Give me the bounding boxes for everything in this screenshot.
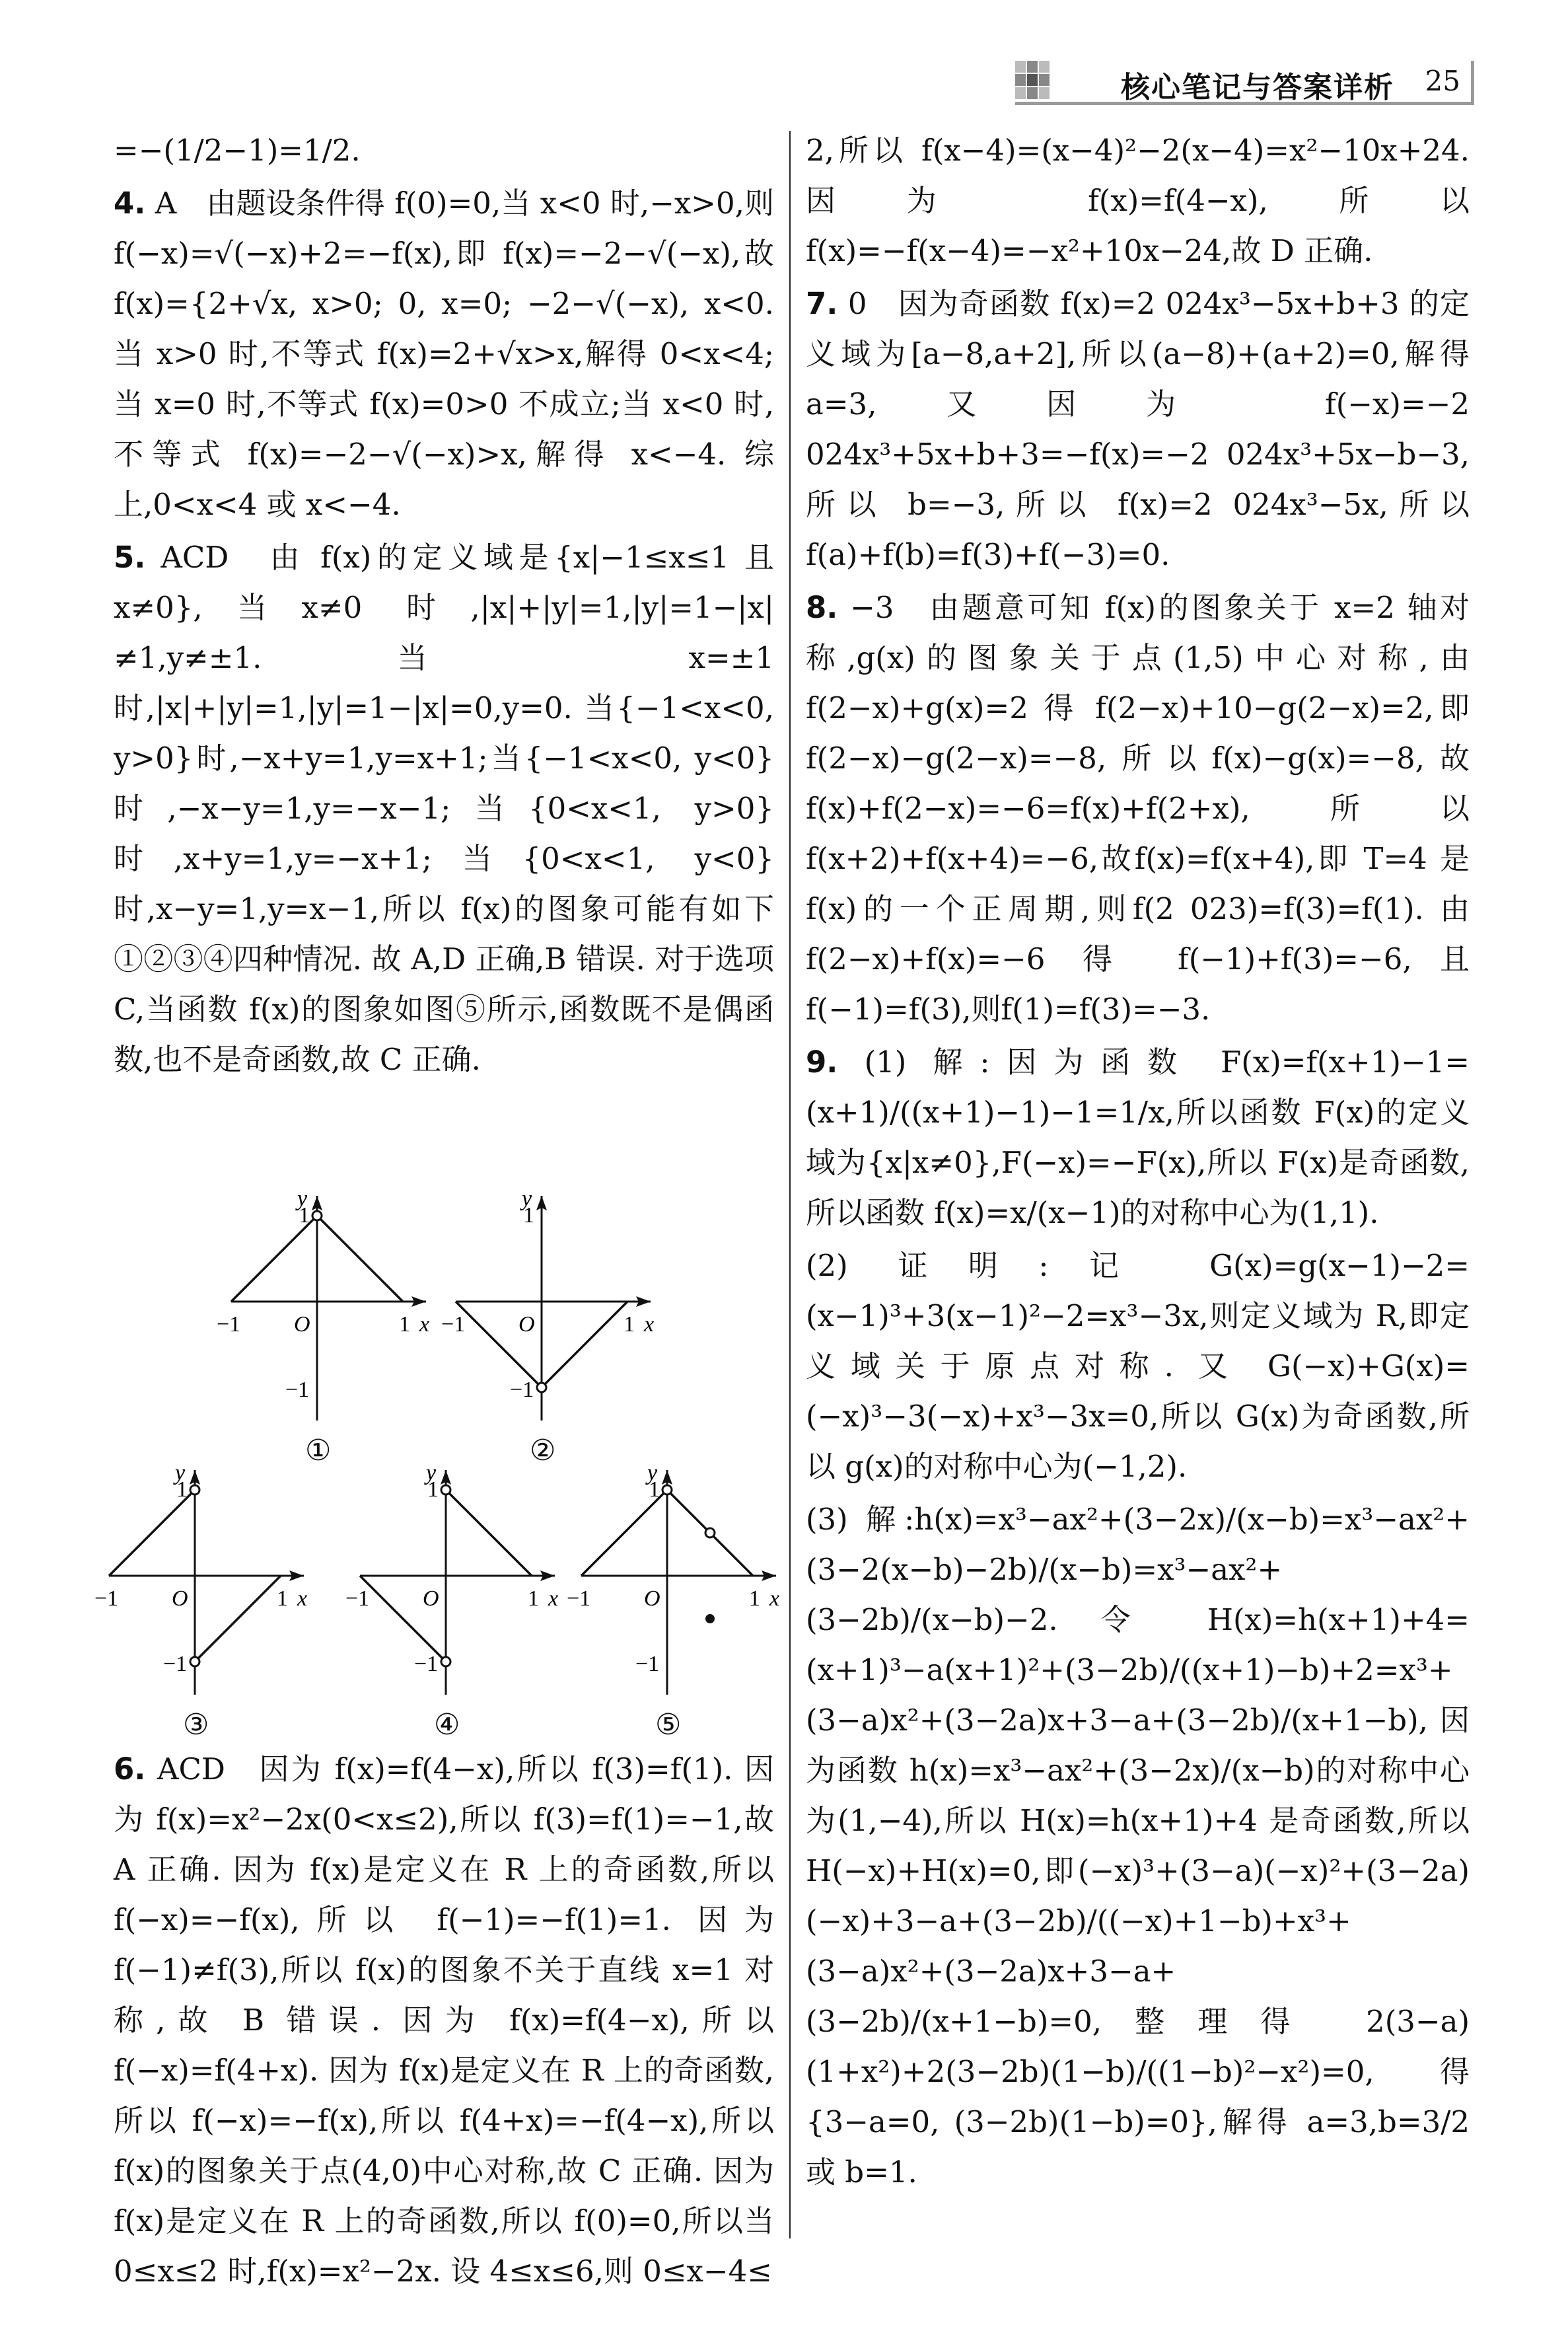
- open-point: [705, 1528, 715, 1537]
- answer-paragraph: [114, 1744, 774, 2297]
- axis-label-neg_one: −1: [414, 1652, 439, 1676]
- right-column: [806, 126, 1470, 2200]
- axis-label-origin: O: [644, 1586, 660, 1611]
- question-number: 4.: [114, 186, 146, 221]
- column-divider: [789, 131, 791, 2238]
- answer-paragraph: [114, 533, 774, 1085]
- figure-caption: ②: [530, 1434, 556, 1467]
- axis-label-one: 1: [277, 1586, 288, 1611]
- answer-paragraph: [806, 1037, 1470, 1238]
- graph-segment: [109, 1490, 195, 1576]
- function-graph: [567, 1461, 780, 1681]
- axis-label-one: 1: [176, 1477, 188, 1502]
- answer-paragraph: [806, 1241, 1470, 1492]
- axis-label-y: y: [647, 1461, 658, 1485]
- axis-label-origin: O: [423, 1586, 439, 1611]
- axis-label-one: 1: [523, 1203, 534, 1228]
- left-column-bottom: [114, 1744, 774, 2299]
- closed-point: [705, 1614, 715, 1623]
- function-graph: [441, 1187, 655, 1407]
- open-point: [190, 1657, 199, 1666]
- axis-label-x: x: [297, 1586, 308, 1611]
- page-header: [1015, 61, 1474, 105]
- axis-label-one: 1: [399, 1312, 410, 1337]
- axis-label-x: x: [644, 1312, 655, 1337]
- axis-label-x: x: [769, 1586, 780, 1611]
- open-point: [662, 1485, 672, 1495]
- open-point: [537, 1383, 546, 1392]
- function-graph: [94, 1461, 308, 1681]
- axis-label-origin: O: [172, 1586, 188, 1611]
- answer-paragraph: [806, 1495, 1470, 2197]
- axis-label-neg_one: −1: [635, 1652, 660, 1676]
- answer-text: 0 因为奇函数 f(x)=2 024x³−5x+b+3 的定义域为[a−8,a+2],所以(a−8)+(a+2)=0,解得 a=3,又因为 f(−x)=−2 024x³+5x+b+3=−f(x)=−2 024x³+5x−b−3,所以 b=−3,所以 f(x)=2 024x³−5x,所以 f(a)+f(b)=f(3)+f(−3)=0.: [806, 286, 1470, 572]
- question-number: 6.: [114, 1752, 146, 1787]
- graph-segment: [317, 1216, 403, 1302]
- left-column-top: [114, 126, 774, 1088]
- axis-label-neg_one: −1: [345, 1586, 370, 1611]
- page-number: 25: [1425, 65, 1460, 97]
- header-title: 核心笔记与答案详析: [1121, 71, 1394, 104]
- axis-label-y: y: [426, 1461, 437, 1485]
- axis-label-origin: O: [294, 1312, 310, 1337]
- question-number: 8.: [806, 590, 838, 625]
- axis-label-one: 1: [299, 1203, 310, 1228]
- answer-text: ACD 由 f(x)的定义域是{x|−1≤x≤1 且 x≠0},当x≠0 时,|x|+|y|=1,|y|=1−|x|≠1,y≠±1. 当 x=±1 时,|x|+|y|=1,|y|=1−|x|=0,y=0. 当{−1<x<0, y>0}时,−x+y=1,y=x+1;当{−1<x<0, y<0}时,−x−y=1,y=−x−1;当{0<x<1, y>0}时,x+y=1,y=−x+1;当{0<x<1, y<0}时,x−y=1,y=x−1,所以 f(x)的图象可能有如下①②③④四种情况. 故 A,D 正确,B 错误. 对于选项 C,当函数 f(x)的图象如图⑤所示,函数既不是偶函数,也不是奇函数,故 C 正确.: [114, 540, 774, 1077]
- graph-segment: [581, 1490, 667, 1576]
- question-number: 5.: [114, 540, 146, 575]
- answer-paragraph: =−(1/2−1)=1/2.: [114, 133, 361, 168]
- axis-label-neg_one: −1: [285, 1378, 310, 1402]
- function-graph: [345, 1461, 559, 1681]
- header-logo-icon: [1015, 61, 1051, 100]
- axis-label-neg_one: −1: [94, 1586, 119, 1611]
- answer-text: (1) 解:因为函数 F(x)=f(x+1)−1=(x+1)/((x+1)−1)−1=1/x,所以函数 F(x)的定义域为{x|x≠0},F(−x)=−F(x),所以 F(x)是奇函数,所以函数 f(x)=x/(x−1)的对称中心为(1,1).: [806, 1045, 1470, 1230]
- answer-text: A 由题设条件得 f(0)=0,当 x<0 时,−x>0,则 f(−x)=√(−x)+2=−f(x),即 f(x)=−2−√(−x),故 f(x)={2+√x, x>0; 0, x=0; −2−√(−x), x<0. 当 x>0 时,不等式 f(x)=2+√x>x,解得 0<x<4;当 x=0 时,不等式 f(x)=0>0 不成立;当 x<0 时,不等式 f(x)=−2−√(−x)>x,解得 x<−4. 综上,0<x<4 或 x<−4.: [114, 186, 774, 522]
- axis-label-one: 1: [749, 1586, 760, 1611]
- open-point: [312, 1211, 322, 1220]
- graph-segment: [231, 1216, 317, 1302]
- axis-label-y: y: [297, 1187, 308, 1211]
- axis-label-neg_one: −1: [567, 1586, 591, 1611]
- figure-caption: ④: [434, 1708, 460, 1742]
- graph-segment: [446, 1490, 532, 1576]
- axis-label-x: x: [419, 1312, 430, 1337]
- axis-label-y: y: [522, 1187, 532, 1211]
- open-point: [190, 1485, 199, 1495]
- open-point: [441, 1485, 450, 1495]
- figure-caption: ③: [183, 1708, 209, 1742]
- axis-label-origin: O: [518, 1312, 535, 1337]
- axis-label-neg_one: −1: [217, 1312, 241, 1337]
- axis-label-y: y: [175, 1461, 186, 1485]
- open-point: [441, 1657, 450, 1666]
- axis-label-neg_one: −1: [163, 1652, 188, 1676]
- axis-label-one: 1: [649, 1477, 660, 1502]
- answer-paragraph: [806, 583, 1470, 1035]
- graph-segment: [542, 1302, 627, 1387]
- answer-paragraph: [114, 178, 774, 530]
- graph-segment: [195, 1576, 281, 1662]
- answer-text: −3 由题意可知 f(x)的图象关于 x=2 轴对称,g(x)的图象关于点(1,5)中心对称,由 f(2−x)+g(x)=2 得 f(2−x)+10−g(2−x)=2,即 f(2−x)−g(2−x)=−8,所以f(x)−g(x)=−8,故 f(x)+f(2−x)=−6=f(x)+f(2+x),所以 f(x+2)+f(x+4)=−6,故f(x)=f(x+4),即 T=4 是 f(x)的一个正周期,则f(2 023)=f(3)=f(1). 由 f(2−x)+f(x)=−6 得 f(−1)+f(3)=−6,且 f(−1)=f(3),则f(1)=f(3)=−3.: [806, 590, 1470, 1027]
- axis-label-one: 1: [427, 1477, 439, 1502]
- question-number: 7.: [806, 286, 838, 321]
- axis-label-neg_one: −1: [441, 1312, 466, 1337]
- answer-paragraph: [806, 279, 1470, 580]
- figure-caption: ⑤: [655, 1708, 682, 1742]
- axis-label-x: x: [548, 1586, 559, 1611]
- answer-text: (2) 证明:记 G(x)=g(x−1)−2=(x−1)³+3(x−1)²−2=x³−3x,则定义域为 R,即定义域关于原点对称. 又 G(−x)+G(x)=(−x)³−3(−x)+x³−3x=0,所以 G(x)为奇函数,所以 g(x)的对称中心为(−1,2).: [806, 1248, 1470, 1484]
- answer-text: (3) 解:h(x)=x³−ax²+(3−2x)/(x−b)=x³−ax²+(3−2(x−b)−2b)/(x−b)=x³−ax²+(3−2b)/(x−b)−2. 令 H(x)=h(x+1)+4=(x+1)³−a(x+1)²+(3−2b)/((x+1)−b)+2=x³+(3−a)x²+(3−2a)x+3−a+(3−2b)/(x+1−b),因为函数 h(x)=x³−ax²+(3−2x)/(x−b)的对称中心为(1,−4),所以 H(x)=h(x+1)+4 是奇函数,所以H(−x)+H(x)=0,即(−x)³+(3−a)(−x)²+(3−2a)(−x)+3−a+(3−2b)/((−x)+1−b)+x³+(3−a)x²+(3−2a)x+3−a+(3−2b)/(x+1−b)=0,整理得 2(3−a)(1+x²)+2(3−2b)(1−b)/((1−b)²−x²)=0,得{3−a=0, (3−2b)(1−b)=0},解得 a=3,b=3/2 或 b=1.: [806, 1502, 1470, 2190]
- answer-paragraph: 2,所以 f(x−4)=(x−4)²−2(x−4)=x²−10x+24. 因为 f(x)=f(4−x),所以 f(x)=−f(x−4)=−x²+10x−24,故 D 正确.: [806, 133, 1470, 268]
- axis-label-neg_one: −1: [510, 1378, 534, 1402]
- axis-label-one: 1: [624, 1312, 635, 1337]
- function-graph: [217, 1187, 430, 1407]
- question-number: 9.: [806, 1045, 838, 1080]
- figure-caption: ①: [305, 1434, 332, 1467]
- axis-label-one: 1: [528, 1586, 539, 1611]
- answer-text: ACD 因为 f(x)=f(4−x),所以 f(3)=f(1). 因为 f(x)=x²−2x(0<x≤2),所以 f(3)=f(1)=−1,故 A 正确. 因为 f(x)是定义在 R 上的奇函数,所以 f(−x)=−f(x),所以 f(−1)=−f(1)=1. 因为 f(−1)≠f(3),所以 f(x)的图象不关于直线 x=1 对称,故 B 错误. 因为 f(x)=f(4−x),所以 f(−x)=f(4+x). 因为 f(x)是定义在 R 上的奇函数,所以 f(−x)=−f(x),所以 f(4+x)=−f(4−x),所以 f(x)的图象关于点(4,0)中心对称,故 C 正确. 因为 f(x)是定义在 R 上的奇函数,所以 f(0)=0,所以当 0≤x≤2 时,f(x)=x²−2x. 设 4≤x≤6,则 0≤x−4≤: [114, 1752, 774, 2289]
